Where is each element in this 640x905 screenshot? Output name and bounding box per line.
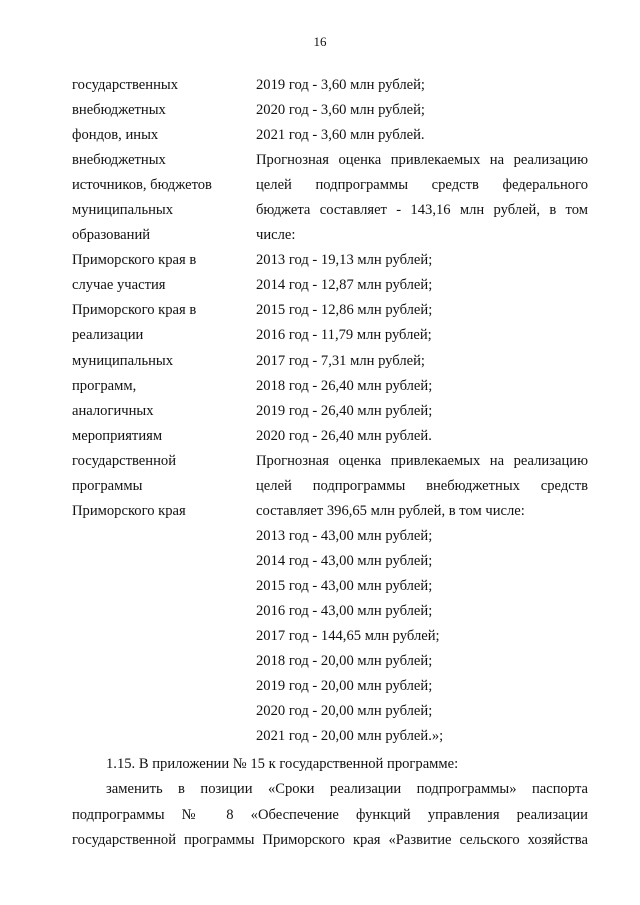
funding-line: 2014 год - 43,00 млн рублей; [256, 552, 433, 569]
label-line: государственных [72, 77, 179, 93]
funding-line: Прогнозная оценка привлекаемых на реализацию [256, 152, 588, 169]
funding-line: 2019 год - 3,60 млн рублей; [256, 77, 425, 93]
label-line: фондов, иных [72, 127, 159, 144]
funding-line: 2015 год - 43,00 млн рублей; [256, 577, 433, 594]
label-line: государственной [72, 452, 177, 469]
funding-line: 2020 год - 26,40 млн рублей. [256, 427, 432, 444]
paragraph-line: подпрограммы № 8 «Обеспечение функций управления реализации [72, 806, 588, 823]
passport-row-label [72, 73, 247, 524]
label-line: программ, [72, 377, 137, 394]
paragraph-line: 1.15. В приложении № 15 к государственной программе: [106, 756, 459, 772]
page-number: 16 [313, 34, 327, 49]
funding-line: 2020 год - 3,60 млн рублей; [256, 102, 425, 119]
label-line: образований [72, 227, 151, 244]
funding-line: 2019 год - 20,00 млн рублей; [256, 678, 433, 695]
label-line: муниципальных [72, 352, 174, 369]
funding-line: числе: [256, 227, 296, 244]
label-line: Приморского края [72, 502, 186, 519]
funding-line: Прогнозная оценка привлекаемых на реализацию [256, 452, 588, 469]
funding-line: 2021 год - 3,60 млн рублей. [256, 127, 425, 144]
funding-line: 2021 год - 20,00 млн рублей.»; [256, 728, 444, 745]
funding-line: 2014 год - 12,87 млн рублей; [256, 277, 433, 294]
label-line: Приморского края в [72, 252, 197, 269]
funding-line: 2020 год - 20,00 млн рублей; [256, 703, 433, 720]
label-line: внебюджетных [72, 152, 166, 169]
funding-line: 2017 год - 144,65 млн рублей; [256, 628, 440, 645]
funding-line: 2013 год - 43,00 млн рублей; [256, 527, 433, 544]
paragraph-line: государственной программы Приморского края «Развитие сельского хозяйства [72, 832, 588, 849]
funding-line: составляет 396,65 млн рублей, в том числе: [256, 502, 525, 519]
label-line: внебюджетных [72, 102, 166, 119]
label-line: случае участия [72, 277, 166, 294]
funding-line: 2015 год - 12,86 млн рублей; [256, 302, 433, 319]
label-line: аналогичных [72, 402, 154, 419]
funding-line: целей подпрограммы внебюджетных средств [256, 477, 588, 494]
funding-line: 2016 год - 43,00 млн рублей; [256, 602, 433, 619]
funding-line: 2016 год - 11,79 млн рублей; [256, 327, 432, 344]
funding-line: 2019 год - 26,40 млн рублей; [256, 402, 433, 419]
funding-details [256, 73, 588, 749]
funding-line: 2013 год - 19,13 млн рублей; [256, 252, 433, 269]
funding-line: целей подпрограммы средств федерального [256, 177, 588, 194]
label-line: муниципальных [72, 202, 174, 219]
paragraph-line: заменить в позиции «Сроки реализации подпрограммы» паспорта [106, 781, 588, 798]
label-line: реализации [72, 327, 144, 344]
label-line: программы [72, 477, 143, 494]
amendment-text [72, 752, 588, 854]
label-line: мероприятиям [72, 427, 163, 444]
funding-line: 2018 год - 26,40 млн рублей; [256, 377, 433, 394]
label-line: Приморского края в [72, 302, 197, 319]
funding-line: 2018 год - 20,00 млн рублей; [256, 653, 433, 670]
label-line: источников, бюджетов [72, 177, 212, 194]
funding-line: 2017 год - 7,31 млн рублей; [256, 352, 425, 369]
funding-line: бюджета составляет - 143,16 млн рублей, в том [256, 202, 588, 219]
